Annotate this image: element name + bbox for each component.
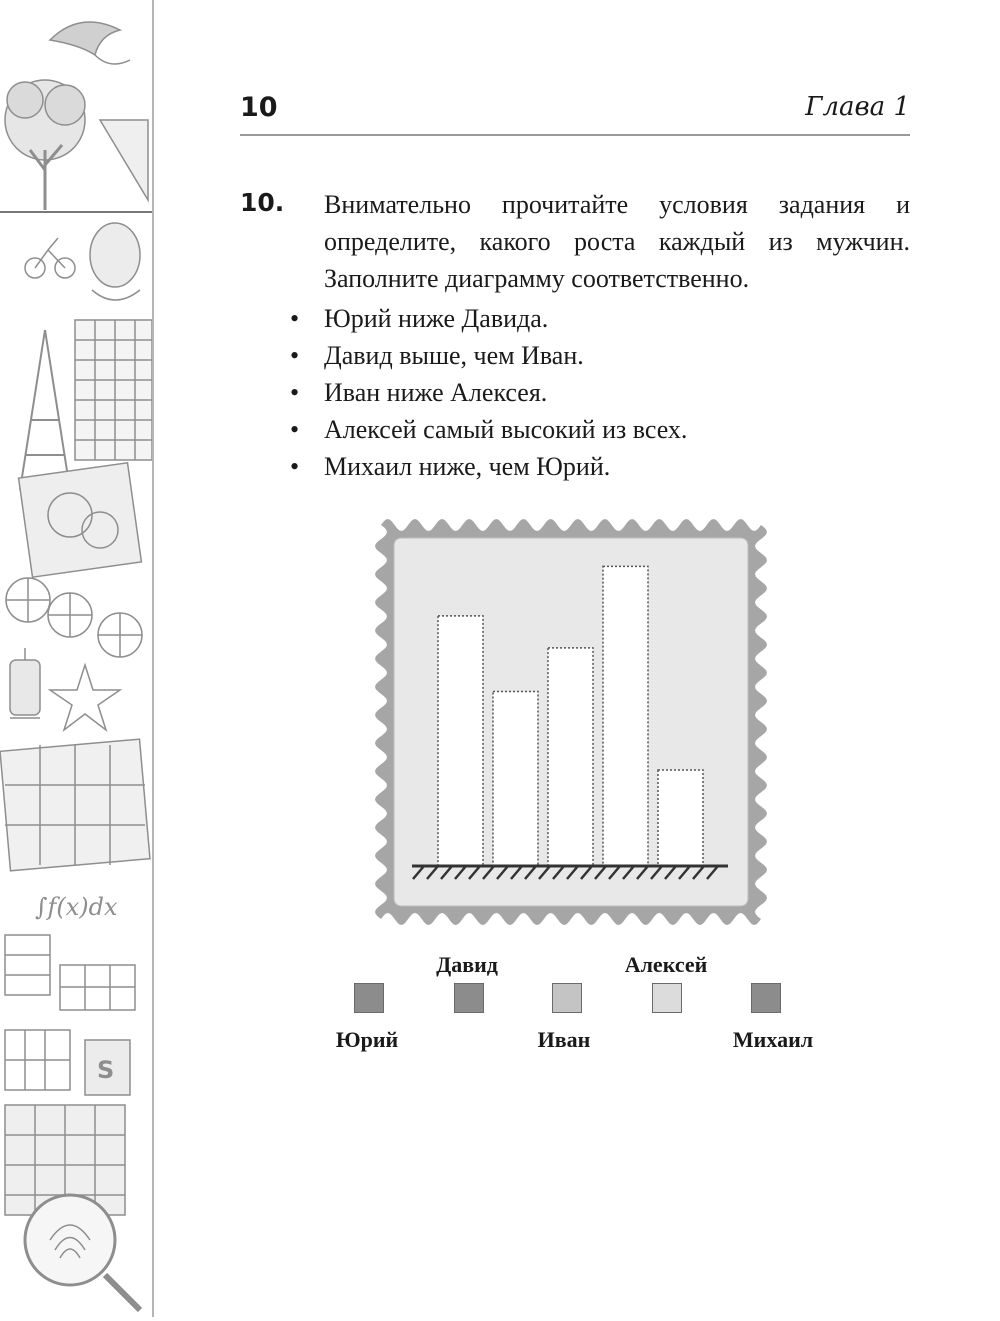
legend-swatch-david — [454, 983, 484, 1013]
bar-2 — [493, 691, 538, 866]
legend-label-yuri: Юрий — [335, 1027, 399, 1052]
header-rule — [240, 134, 910, 136]
number-circles-icon — [6, 578, 142, 657]
svg-text:∫f(x)dx: ∫f(x)dx — [35, 893, 118, 921]
bullet-icon: • — [290, 341, 300, 370]
legend-label-ivan: Иван — [537, 1027, 591, 1052]
star-icon — [50, 665, 120, 730]
bicycle-icon — [25, 238, 75, 278]
bar-5 — [658, 770, 703, 866]
condition-item — [290, 448, 687, 485]
bar-4 — [603, 566, 648, 866]
condition-text: Иван ниже Алексея. — [324, 378, 548, 407]
condition-text: Давид выше, чем Иван. — [324, 341, 584, 370]
portrait-icon — [90, 223, 140, 300]
task-number: 10. — [240, 188, 285, 217]
conditions-list — [290, 300, 687, 485]
eagle-icon — [50, 22, 130, 64]
eiffel-tower-icon — [20, 330, 70, 490]
legend-label-mikhail: Михаил — [732, 1027, 814, 1052]
height-bar-chart — [372, 516, 770, 928]
legend-label-david: Давид — [436, 952, 498, 977]
bar-3 — [548, 648, 593, 866]
triangle-ruler-icon — [100, 120, 148, 200]
condition-item — [290, 300, 687, 337]
bar-1 — [438, 616, 483, 866]
condition-text: Михаил ниже, чем Юрий. — [324, 452, 611, 481]
bullet-icon: • — [290, 378, 300, 407]
legend-label-aleksey: Алексей — [624, 952, 708, 977]
bullet-icon: • — [290, 452, 300, 481]
legend-swatch-ivan — [552, 983, 582, 1013]
letter-grid-icon — [75, 320, 152, 460]
bullet-icon: • — [290, 415, 300, 444]
task-instructions: Внимательно прочитайте условия задания и определите, какого роста каждый из мужчин. Заполните диаграмму соответственно. — [324, 190, 910, 293]
legend-swatch-mikhail — [751, 983, 781, 1013]
puzzle-shapes-icon — [19, 463, 142, 577]
legend-swatch-aleksey — [652, 983, 682, 1013]
legend-swatch-yuri — [354, 983, 384, 1013]
lantern-icon — [10, 648, 40, 718]
sulfur-element-icon — [85, 1040, 130, 1095]
svg-text:S: S — [97, 1056, 115, 1084]
condition-text: Юрий ниже Давида. — [324, 304, 549, 333]
picture-grid-icon — [0, 739, 150, 871]
integral-icon — [35, 893, 118, 921]
condition-item — [290, 337, 687, 374]
condition-item — [290, 411, 687, 448]
bullet-icon: • — [290, 304, 300, 333]
condition-text: Алексей самый высокий из всех. — [324, 415, 688, 444]
page-number: 10 — [240, 92, 278, 123]
condition-item — [290, 374, 687, 411]
decorative-margin-illustrations — [0, 0, 152, 1317]
chapter-title: Глава 1 — [805, 92, 910, 122]
tree-icon — [5, 80, 85, 210]
margin-divider-line — [152, 0, 154, 1317]
